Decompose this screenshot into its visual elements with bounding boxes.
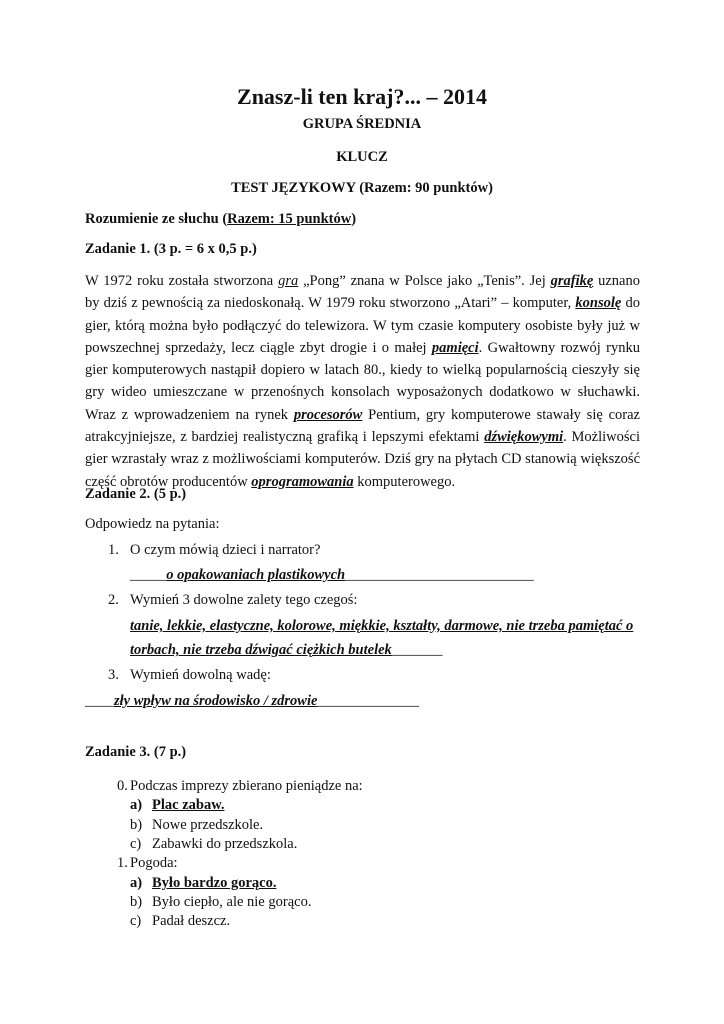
task1-paragraph [85, 270, 640, 493]
answer-text: torbach, nie trzeba dźwigać ciężkich butelek [130, 642, 392, 658]
blank-line: ____ [85, 693, 114, 709]
answer-word: gra [278, 273, 299, 289]
task2-a3-line [85, 693, 419, 710]
task2-q1-number: 1. [108, 542, 119, 558]
blank-line: ______________ [317, 693, 419, 709]
task2-a1-line [130, 567, 534, 584]
task3-q1-c-letter: c) [130, 913, 142, 929]
text-run: „Pong” znana w Polsce jako „Tenis”. Jej [298, 273, 551, 289]
text-run: . Możliwości gier wzrastały wraz z możliwościami komputerów. Dziś gry na płytach CD stanowią większość część obrotów producentów [85, 429, 640, 490]
task3-q0-number: 0. [117, 778, 128, 794]
task2-q2: Wymień 3 dowolne zalety tego czegoś: [130, 592, 358, 608]
blank-line: _____ [130, 567, 167, 583]
task3-q0-option-c: Zabawki do przedszkola. [152, 836, 298, 852]
task3-q1-b-letter: b) [130, 894, 143, 910]
answer-text: zły wpływ na środowisko / zdrowie [114, 693, 318, 709]
text-run: . Gwałtowny rozwój rynku gier komputerowych nastąpił dopiero w latach 80., kiedy to wielką popularnością cieszyły się gry wideo umieszczane w przenośnych konsolach wyposażonych dodatkowo w słuchawki. Wraz z wprowadzeniem na rynek [85, 339, 640, 423]
task2-a2-line2 [130, 642, 443, 659]
text-run: komputerowego. [353, 473, 456, 490]
task3-q0-option-b: Nowe przedszkole. [152, 817, 264, 833]
document-title: Znasz-li ten kraj?... – 2014 [237, 84, 487, 109]
task1-heading: Zadanie 1. (3 p. = 6 x 0,5 p.) [85, 241, 257, 257]
task3-q0-option-a: Plac zabaw. [152, 797, 225, 813]
task3-q1-number: 1. [117, 855, 128, 871]
task3-q1: Pogoda: [130, 855, 178, 871]
task2-intro: Odpowiedz na pytania: [85, 516, 220, 532]
section-heading [85, 211, 640, 228]
task2-q3: Wymień dowolną wadę: [130, 667, 271, 683]
answer-text: o opakowaniach plastikowych [166, 567, 346, 583]
task3-q1-a-letter: a) [130, 875, 143, 891]
task3-q0-a-letter: a) [130, 797, 143, 813]
text-run: uznano by dziś z pewnością za niedoskonałą. W 1979 roku stworzono „Atari” – komputer, [85, 273, 640, 312]
answer-word: procesorów [293, 406, 363, 423]
blank-line: __________________________ [345, 567, 534, 583]
task2-q3-number: 3. [108, 667, 119, 683]
task3-q1-option-b: Było ciepło, ale nie gorąco. [152, 894, 312, 910]
task3-q0-c-letter: c) [130, 836, 142, 852]
answer-word: grafikę [550, 273, 594, 289]
text-run: do gier, którą można było podłączyć do telewizora. W tym czasie komputery osobiste były już w powszechnej sprzedaży, lecz ciągle zbyt drogie i o małej [85, 295, 640, 356]
section-close: ) [351, 211, 357, 227]
task2-q1: O czym mówią dzieci i narrator? [130, 542, 321, 558]
answer-word: oprogramowania [251, 473, 354, 490]
task3-q1-option-a: Było bardzo gorąco. [152, 875, 277, 891]
section-label: Rozumienie ze słuchu ( [85, 211, 228, 227]
task3-q1-option-c: Padał deszcz. [152, 913, 231, 929]
task2-q2-number: 2. [108, 592, 119, 608]
test-label: TEST JĘZYKOWY (Razem: 90 punktów) [231, 180, 493, 196]
key-label: KLUCZ [336, 149, 388, 165]
answer-word: pamięci [431, 339, 479, 356]
task3-q0-b-letter: b) [130, 817, 143, 833]
task3-heading: Zadanie 3. (7 p.) [85, 744, 187, 760]
section-points: Razem: 15 punktów [227, 211, 352, 227]
blank-line: _______ [391, 642, 443, 658]
task2-heading: Zadanie 2. (5 p.) [85, 486, 187, 502]
text-run: Pentium, gry komputerowe stawały się coraz atrakcyjniejsze, z bardziej realistyczną grafiką i lepszymi efektami [85, 406, 640, 446]
group-label: GRUPA ŚREDNIA [302, 116, 422, 132]
text-run: W 1972 roku została stworzona [85, 273, 279, 289]
answer-word: dźwiękowymi [484, 429, 564, 446]
task2-a2-line1: tanie, lekkie, elastyczne, kolorowe, miękkie, kształty, darmowe, nie trzeba pamiętać o [130, 618, 634, 634]
task3-q0: Podczas imprezy zbierano pieniądze na: [130, 778, 363, 794]
answer-word: konsolę [575, 295, 622, 312]
